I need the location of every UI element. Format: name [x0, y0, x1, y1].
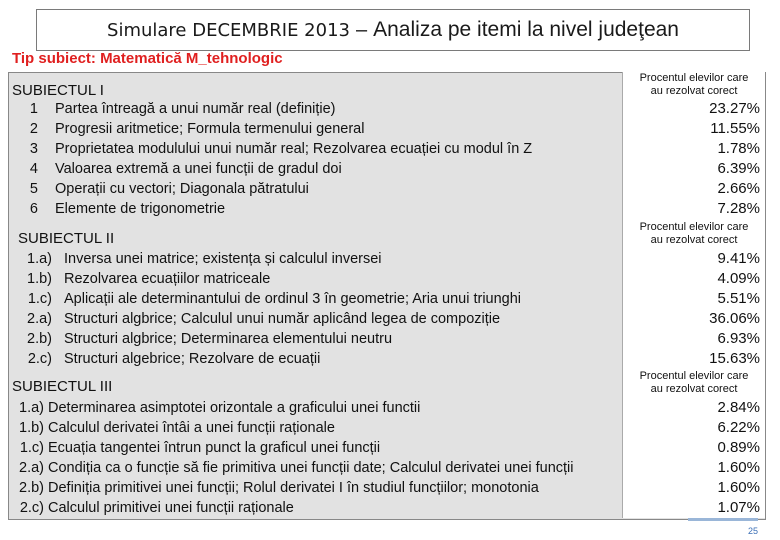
item-percentage: 15.63%	[709, 350, 760, 367]
title-dash: –	[356, 18, 368, 41]
item-percentage: 11.55%	[710, 120, 760, 137]
item-percentage: 7.28%	[717, 200, 760, 217]
item-description: Partea întreagă a unui număr real (definiție)	[55, 101, 336, 117]
column-header-3	[626, 370, 762, 396]
item-description: Determinarea asimptotei orizontale a graficului unei functii	[48, 400, 421, 416]
item-percentage: 1.60%	[717, 479, 760, 496]
column-header-line2: au rezolvat corect	[650, 383, 738, 395]
item-description: Progresii aritmetice; Formula termenului general	[55, 121, 365, 137]
item-description: Rezolvarea ecuațiilor matriceale	[64, 271, 271, 287]
item-description: Ecuația tangentei întrun punct la graficul unei funcții	[48, 440, 381, 456]
table-row	[0, 438, 780, 458]
item-percentage: 1.78%	[717, 140, 760, 157]
column-header-line2: au rezolvat corect	[650, 85, 738, 97]
item-number: 2.c)	[27, 351, 52, 367]
column-header-line1: Procentul elevilor care	[639, 370, 749, 382]
column-header-line2: au rezolvat corect	[650, 234, 738, 246]
item-number: 1.b)	[27, 271, 52, 287]
item-number: 2.c)	[19, 500, 44, 516]
item-number: 6	[29, 201, 38, 217]
table-row	[0, 139, 780, 159]
item-description: Structuri algebrice; Rezolvare de ecuații	[64, 351, 321, 367]
table-row	[0, 199, 780, 219]
item-number: 1	[29, 101, 38, 117]
slide-title	[36, 9, 750, 51]
title-part-1: Simulare DECEMBRIE 2013	[107, 19, 350, 41]
item-number: 1.b)	[19, 420, 44, 436]
section-heading-2: SUBIECTUL II	[18, 230, 115, 247]
table-row	[0, 119, 780, 139]
item-percentage: 0.89%	[717, 439, 760, 456]
item-description: Operații cu vectori; Diagonala pătratului	[55, 181, 309, 197]
item-number: 4	[29, 161, 38, 177]
title-part-2: Analiza pe itemi la nivel judeţean	[373, 18, 679, 41]
item-number: 1.a)	[27, 251, 52, 267]
item-percentage: 23.27%	[709, 100, 760, 117]
item-percentage: 36.06%	[709, 310, 760, 327]
column-header-1	[626, 72, 762, 98]
table-row	[0, 159, 780, 179]
table-row	[0, 478, 780, 498]
item-number: 1.c)	[27, 291, 52, 307]
page-number: 25	[748, 526, 759, 536]
item-description: Structuri algbrice; Determinarea elementului neutru	[64, 331, 393, 347]
item-number: 1.a)	[19, 400, 44, 416]
item-percentage: 2.84%	[717, 399, 760, 416]
item-description: Structuri algbrice; Calculul unui număr aplicând legea de compoziție	[64, 311, 501, 327]
column-header-line1: Procentul elevilor care	[639, 72, 749, 84]
item-description: Condiția ca o funcție să fie primitiva unei funcții date; Calculul derivatei unei funcții	[48, 460, 574, 476]
item-number: 3	[29, 141, 38, 157]
item-percentage: 6.93%	[717, 330, 760, 347]
table-row	[0, 269, 780, 289]
table-row	[0, 349, 780, 369]
item-number: 2.b)	[19, 480, 44, 496]
table-row	[0, 398, 780, 418]
item-number: 1.c)	[19, 440, 44, 456]
table-row	[0, 179, 780, 199]
item-number: 5	[29, 181, 38, 197]
item-description: Definiția primitivei unei funcții; Rolul derivatei I în studiul funcțiilor; monotonia	[48, 480, 539, 496]
item-number: 2.a)	[27, 311, 52, 327]
column-header-2	[626, 221, 762, 247]
item-number: 2.a)	[19, 460, 44, 476]
item-description: Calculul derivatei întâi a unei funcții raționale	[48, 420, 335, 436]
item-percentage: 1.07%	[717, 499, 760, 516]
table-row	[0, 309, 780, 329]
item-description: Aplicații ale determinantului de ordinul 3 în geometrie; Aria unui triunghi	[64, 291, 522, 307]
table-row	[0, 498, 780, 518]
item-number: 2	[29, 121, 38, 137]
table-row	[0, 249, 780, 269]
subject-type-subtitle: Tip subiect: Matematică M_tehnologic	[12, 50, 283, 67]
section-heading-3: SUBIECTUL III	[12, 378, 113, 395]
item-description: Calculul primitivei unei funcții raționale	[48, 500, 294, 516]
item-description: Proprietatea modulului unui număr real; Rezolvarea ecuației cu modul în Z	[55, 141, 533, 157]
item-description: Elemente de trigonometrie	[55, 201, 226, 217]
table-row	[0, 418, 780, 438]
table-row	[0, 99, 780, 119]
table-row	[0, 289, 780, 309]
section-heading-1: SUBIECTUL I	[12, 82, 104, 99]
item-percentage: 2.66%	[717, 180, 760, 197]
item-percentage: 9.41%	[717, 250, 760, 267]
item-percentage: 5.51%	[717, 290, 760, 307]
column-header-line1: Procentul elevilor care	[639, 221, 749, 233]
item-percentage: 1.60%	[717, 459, 760, 476]
table-row	[0, 329, 780, 349]
item-description: Valoarea extremă a unei funcții de gradul doi	[55, 161, 342, 177]
table-row	[0, 458, 780, 478]
item-number: 2.b)	[27, 331, 52, 347]
item-percentage: 6.39%	[717, 160, 760, 177]
item-percentage: 6.22%	[717, 419, 760, 436]
item-percentage: 4.09%	[717, 270, 760, 287]
corner-accent	[688, 518, 758, 521]
item-description: Inversa unei matrice; existența și calculul inversei	[64, 251, 382, 267]
